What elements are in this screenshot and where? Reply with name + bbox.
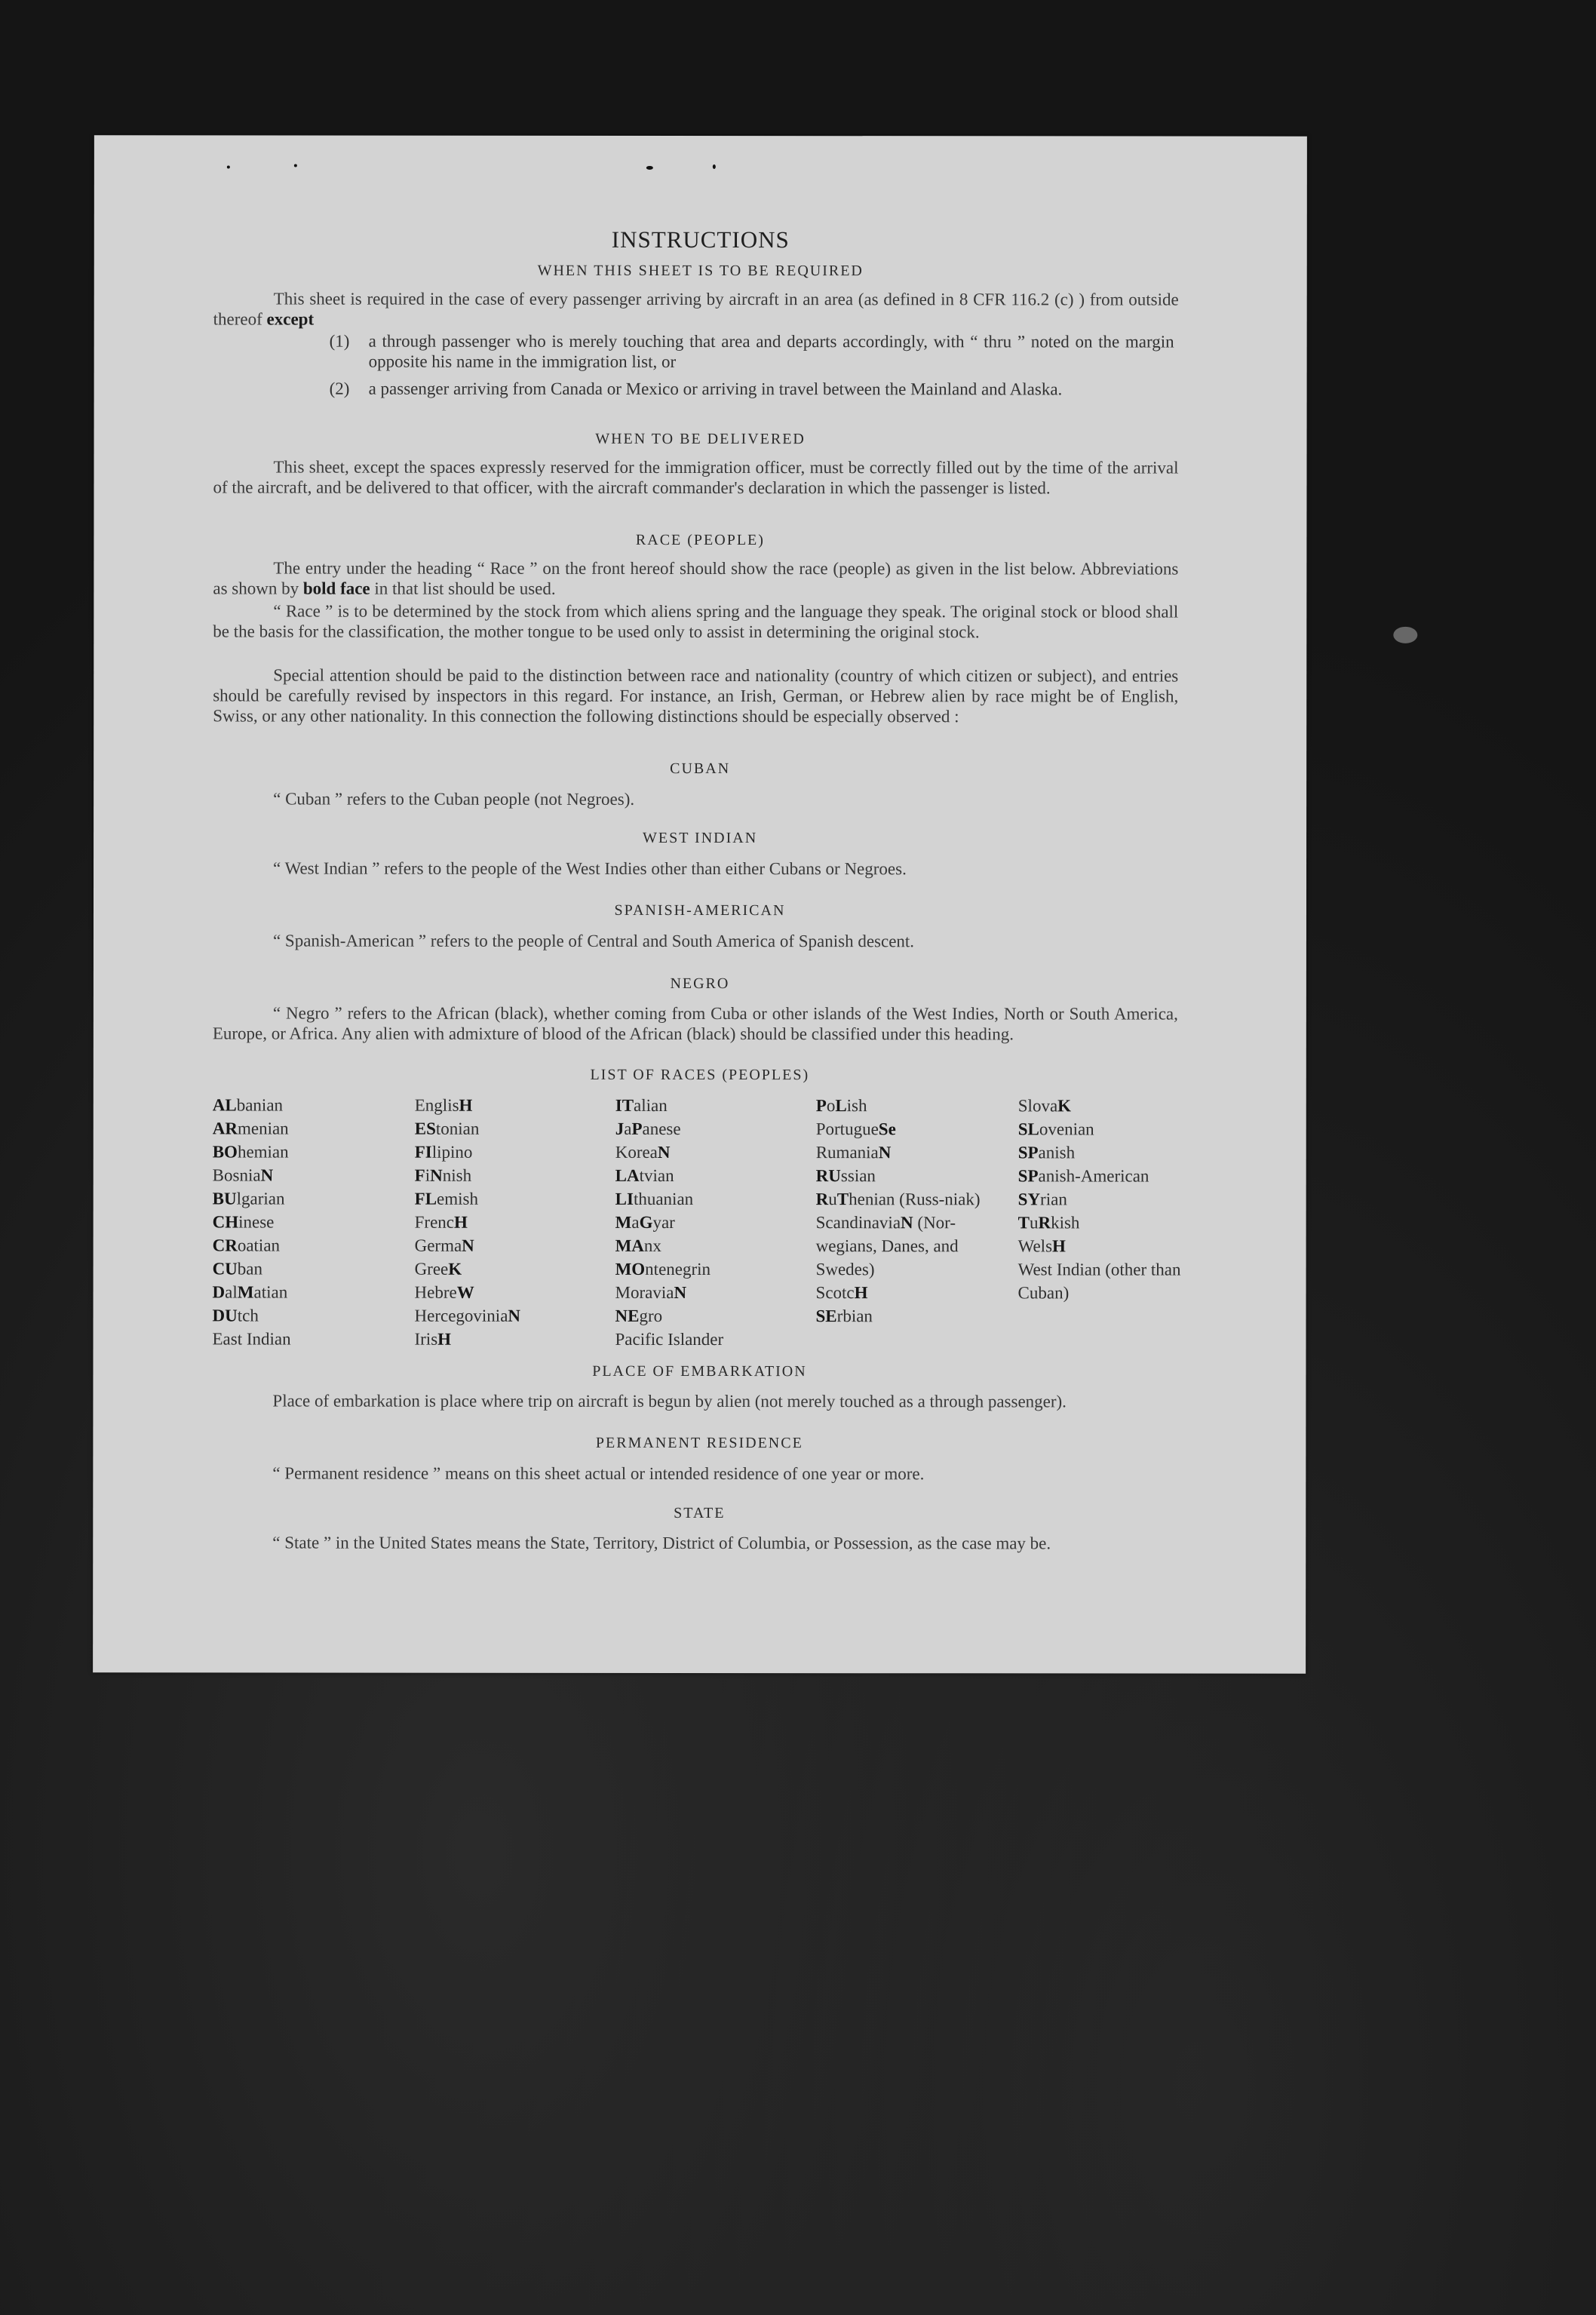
race-entry: GreeK — [414, 1259, 462, 1279]
race-column — [414, 1094, 609, 1351]
race-entry: FIlipino — [414, 1142, 473, 1162]
race-entry: DalMatian — [212, 1282, 288, 1302]
exception-item-text: a through passenger who is merely touching that area and departs accordingly, with “ thru ” noted on the margin opposite his name in the immigration list, or — [368, 331, 1174, 371]
exception-item-number: (2) — [329, 379, 350, 398]
race-entry: ScotcH — [815, 1283, 868, 1303]
race-entry: LIthuanian — [615, 1189, 694, 1208]
race-column — [816, 1094, 1011, 1328]
scan-speck — [294, 164, 297, 167]
race-entry: EStonian — [414, 1119, 480, 1138]
race-entry: SPanish-American — [1017, 1166, 1149, 1186]
race-entry: CUban — [212, 1259, 263, 1279]
race-entry: PoLish — [815, 1096, 867, 1116]
heading-when-delivered: WHEN TO BE DELIVERED — [595, 430, 806, 448]
race-entry: MOntenegrin — [615, 1259, 711, 1279]
race-entry: RUssian — [815, 1166, 876, 1186]
heading-permanent-residence: PERMANENT RESIDENCE — [595, 1434, 803, 1452]
race-entry: CRoatian — [212, 1236, 281, 1255]
race-paragraph-3: Special attention should be paid to the distinction between race and nationality (country of which citizen or subject), and entries should be carefully revised by inspectors in this regard. For instance, an Irish, German, or Hebrew alien by race might be of English, Swiss, or any other nationality. In this connection the following distinctions should be especially observed : — [213, 665, 1179, 726]
race-entry: West Indian (other than Cuban) — [1017, 1260, 1181, 1303]
race-entry: Pacific Islander — [615, 1329, 724, 1349]
permanent-residence-text: “ Permanent residence ” means on this sheet actual or intended residence of one year or more. — [272, 1463, 925, 1484]
exception-item-1 — [330, 331, 1182, 373]
race-entry: MAnx — [615, 1236, 661, 1255]
race-entry: TuRkish — [1017, 1213, 1080, 1233]
race-entry: GermaN — [414, 1236, 474, 1255]
race-entry: MaGyar — [615, 1212, 675, 1232]
place-of-embarkation-text: Place of embarkation is place where trip on aircraft is begun by alien (not merely touched as a through passenger). — [272, 1391, 1067, 1411]
race-entry: SLovenian — [1017, 1119, 1094, 1139]
heading-race: RACE (PEOPLE) — [635, 531, 765, 549]
race-entry: MoraviaN — [615, 1282, 687, 1302]
heading-state: STATE — [674, 1504, 726, 1522]
race-entry: EnglisH — [414, 1095, 473, 1115]
race-entry: SlovaK — [1017, 1096, 1072, 1116]
exception-item-number: (1) — [329, 331, 350, 351]
race-entry: BOhemian — [212, 1142, 289, 1162]
race-entry: DUtch — [212, 1306, 259, 1325]
heading-spanish-american: SPANISH-AMERICAN — [614, 901, 786, 920]
race-entry: SErbian — [815, 1306, 873, 1326]
page-title: INSTRUCTIONS — [611, 226, 790, 253]
race-column — [212, 1093, 407, 1350]
race-entry: FLemish — [414, 1189, 479, 1208]
race-entry: PortugueSe — [815, 1119, 896, 1139]
race-entry: ITalian — [615, 1095, 668, 1115]
race-column — [1018, 1094, 1213, 1304]
race-entry: ALbanian — [212, 1095, 284, 1115]
race-entry: WelsH — [1017, 1236, 1066, 1256]
race-entry: East Indian — [212, 1329, 291, 1349]
scan-speck — [227, 165, 230, 168]
race-list — [212, 1093, 1192, 1350]
cuban-text: “ Cuban ” refers to the Cuban people (not Negroes). — [273, 789, 635, 809]
race-entry: HebreW — [414, 1282, 474, 1302]
heading-cuban: CUBAN — [670, 760, 731, 778]
scan-speck — [713, 164, 716, 169]
race-paragraph-1: The entry under the heading “ Race ” on the front hereof should show the race (people) as given in the list below. Abbreviations as shown by bold face in that list should be used. — [213, 558, 1179, 598]
race-entry: HercegoviniaN — [414, 1306, 521, 1325]
exception-item-text: a passenger arriving from Canada or Mexico or arriving in travel between the Mainland and Alaska. — [368, 379, 1063, 399]
race-column — [615, 1094, 809, 1351]
race-entry: SPanish — [1017, 1143, 1076, 1162]
race-entry: BosniaN — [212, 1165, 274, 1185]
race-entry: RuThenian (Russ-niak) — [815, 1190, 981, 1209]
instruction-sheet — [93, 135, 1307, 1673]
race-entry: JaPanese — [615, 1119, 681, 1138]
race-paragraph-2: “ Race ” is to be determined by the stock from which aliens spring and the language they speak. The original stock or blood shall be the basis for the classification, the mother tongue to be used only to assist in determining the original stock. — [213, 601, 1179, 642]
when-delivered-text: This sheet, except the spaces expressly reserved for the immigration officer, must be correctly filled out by the time of the arrival of the aircraft, and be delivered to that officer, with the aircraft commander's declaration in which the passenger is listed. — [213, 457, 1179, 498]
race-entry: FiNnish — [414, 1165, 472, 1185]
race-entry: BUlgarian — [212, 1189, 285, 1208]
heading-list-of-races: LIST OF RACES (PEOPLES) — [590, 1066, 810, 1084]
negro-text: “ Negro ” refers to the African (black), whether coming from Cuba or other islands of the West Indies, North or South America, Europe, or Africa. Any alien with admixture of blood of the African (black) should be classified under this heading. — [212, 1003, 1178, 1044]
race-entry: CHinese — [212, 1212, 275, 1232]
race-entry: FrencH — [414, 1212, 468, 1232]
heading-when-required: WHEN THIS SHEET IS TO BE REQUIRED — [537, 262, 864, 280]
race-entry: LAtvian — [615, 1165, 674, 1185]
race-entry: RumaniaN — [815, 1143, 892, 1162]
scan-smudge — [1393, 627, 1417, 643]
race-entry: IrisH — [414, 1329, 452, 1349]
spanish-american-text: “ Spanish-American ” refers to the people of Central and South America of Spanish descent. — [272, 931, 915, 951]
heading-west-indian: WEST INDIAN — [642, 829, 758, 847]
heading-place-of-embarkation: PLACE OF EMBARKATION — [592, 1362, 807, 1380]
race-entry: SYrian — [1017, 1190, 1067, 1209]
race-entry: ARmenian — [212, 1119, 289, 1138]
race-entry: KoreaN — [615, 1142, 671, 1162]
exception-item-2 — [330, 379, 1182, 420]
race-entry: ScandinaviaN (Nor-wegians, Danes, and Swedes) — [815, 1213, 959, 1279]
west-indian-text: “ West Indian ” refers to the people of the West Indies other than either Cubans or Negroes. — [273, 858, 907, 879]
race-entry: NEgro — [615, 1306, 663, 1325]
when-required-intro: This sheet is required in the case of every passenger arriving by aircraft in an area (as defined in 8 CFR 116.2 (c) ) from outside thereof except — [213, 289, 1179, 329]
state-text: “ State ” in the United States means the State, Territory, District of Columbia, or Possession, as the case may be. — [272, 1533, 1051, 1553]
scan-speck — [646, 166, 653, 170]
heading-negro: NEGRO — [670, 975, 730, 993]
